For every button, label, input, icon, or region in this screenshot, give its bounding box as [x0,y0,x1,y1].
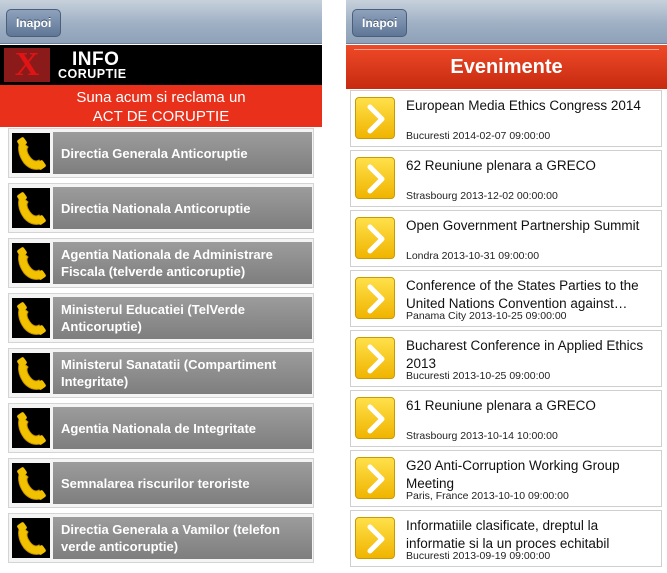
phone-icon [12,353,50,393]
event-row[interactable] [350,450,662,507]
phone-icon [12,518,50,558]
event-row[interactable] [350,210,662,267]
contact-label: Semnalarea riscurilor teroriste [53,462,312,504]
phone-icon [12,188,50,228]
event-meta: Panama City 2013-10-25 09:00:00 [406,310,567,322]
chevron-right-icon [355,157,395,199]
event-row[interactable] [350,390,662,447]
contact-label: Directia Generala a Vamilor (telefon verde anticoruptie) [53,517,312,559]
event-title: Open Government Partnership Summit [406,218,640,233]
event-title: Conference of the States Parties to the United Nations Convention against… [406,278,639,311]
contact-row[interactable] [8,238,314,288]
phone-icon [12,408,50,448]
back-button[interactable]: Inapoi [352,9,407,37]
phone-icon [12,243,50,283]
right-screen [346,0,667,573]
event-row[interactable] [350,510,662,567]
event-meta: Strasbourg 2013-12-02 00:00:00 [406,190,558,202]
chevron-right-icon [355,97,395,139]
phone-icon [12,463,50,503]
contact-row[interactable] [8,128,314,178]
tagline [0,85,322,127]
logo-banner [0,45,322,85]
event-row[interactable] [350,150,662,207]
events-title: Evenimente [450,56,563,78]
event-meta: Bucuresti 2013-10-25 09:00:00 [406,370,551,382]
back-button[interactable]: Inapoi [6,9,61,37]
navigation-bar [346,0,667,44]
navigation-bar [0,0,322,44]
event-title: 62 Reuniune plenara a GRECO [406,158,596,173]
chevron-right-icon [355,337,395,379]
contact-row[interactable] [8,183,314,233]
logo-x-icon: X [4,48,50,82]
contact-label: Directia Generala Anticoruptie [53,132,312,174]
event-meta: Bucuresti 2013-09-19 09:00:00 [406,550,551,562]
event-title: G20 Anti-Corruption Working Group Meeting [406,458,620,491]
event-title: Bucharest Conference in Applied Ethics 2013 [406,338,644,371]
chevron-right-icon [355,397,395,439]
chevron-right-icon [355,217,395,259]
chevron-right-icon [355,277,395,319]
contact-row[interactable] [8,293,314,343]
logo-coruptie-text: CORUPTIE [58,67,127,81]
chevron-right-icon [355,517,395,559]
contact-row[interactable] [8,458,314,508]
contact-row[interactable] [8,403,314,453]
phone-icon [12,133,50,173]
contact-label: Agentia Nationala de Integritate [53,407,312,449]
event-title: European Media Ethics Congress 2014 [406,98,641,113]
event-meta: Bucuresti 2014-02-07 09:00:00 [406,130,551,142]
tagline-line-2: ACT DE CORUPTIE [92,108,230,125]
contact-label: Directia Nationala Anticoruptie [53,187,312,229]
event-title: Informatiile clasificate, dreptul la informatie si la un proces echitabil [406,518,610,551]
event-row[interactable] [350,270,662,327]
phone-icon [12,298,50,338]
event-row[interactable] [350,90,662,147]
contact-row[interactable] [8,348,314,398]
event-meta: Paris, France 2013-10-10 09:00:00 [406,490,569,502]
logo-info-text: INFO [72,49,120,70]
contact-row[interactable] [8,513,314,563]
chevron-right-icon [355,457,395,499]
contact-label: Agentia Nationala de Administrare Fiscala (telverde anticoruptie) [53,242,312,284]
left-screen [0,0,322,573]
contact-label: Ministerul Sanatatii (Compartiment Integritate) [53,352,312,394]
tagline-line-1: Suna acum si reclama un [76,89,246,106]
event-row[interactable] [350,330,662,387]
event-meta: Strasbourg 2013-10-14 10:00:00 [406,430,558,442]
event-title: 61 Reuniune plenara a GRECO [406,398,596,413]
contact-label: Ministerul Educatiei (TelVerde Anticoruptie) [53,297,312,339]
event-meta: Londra 2013-10-31 09:00:00 [406,250,540,262]
events-header [346,45,667,89]
